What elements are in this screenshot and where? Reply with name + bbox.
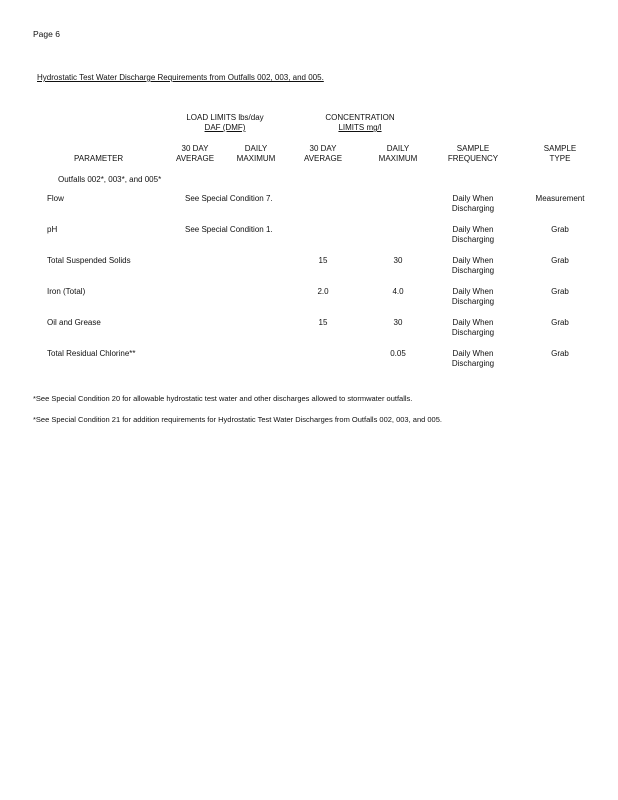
row-sample-type: Grab bbox=[551, 318, 569, 327]
column-header-conc-30day: 30 DAY AVERAGE bbox=[303, 144, 343, 163]
row-sample-type: Measurement bbox=[535, 194, 585, 203]
footnote-2: *See Special Condition 21 for addition requirements for Hydrostatic Test Water Discharges from Outfalls 002, 003, and 005. bbox=[33, 415, 442, 424]
page-title: Hydrostatic Test Water Discharge Requirements from Outfalls 002, 003, and 005. bbox=[37, 73, 324, 82]
row-frequency: Daily When Discharging bbox=[451, 194, 495, 213]
column-header-conc-daily: DAILY MAXIMUM bbox=[378, 144, 418, 163]
column-header-sample-type: SAMPLE TYPE bbox=[543, 144, 577, 163]
column-header-load-30day: 30 DAY AVERAGE bbox=[175, 144, 215, 163]
row-conc-30day: 15 bbox=[318, 256, 328, 265]
row-sample-type: Grab bbox=[551, 256, 569, 265]
row-conc-daily: 0.05 bbox=[390, 349, 406, 358]
row-parameter-iron: Iron (Total) bbox=[47, 287, 86, 296]
row-parameter-ph: pH bbox=[47, 225, 58, 234]
row-conc-30day: 2.0 bbox=[317, 287, 329, 296]
row-conc-daily: 30 bbox=[393, 256, 403, 265]
row-parameter-tss: Total Suspended Solids bbox=[47, 256, 131, 265]
row-sample-type: Grab bbox=[551, 225, 569, 234]
row-frequency: Daily When Discharging bbox=[451, 225, 495, 244]
row-frequency: Daily When Discharging bbox=[451, 256, 495, 275]
row-parameter-oil-grease: Oil and Grease bbox=[47, 318, 101, 327]
column-header-load-daily: DAILY MAXIMUM bbox=[236, 144, 276, 163]
row-load-note: See Special Condition 7. bbox=[185, 194, 273, 203]
row-conc-daily: 4.0 bbox=[392, 287, 404, 296]
column-header-sample-frequency: SAMPLE FREQUENCY bbox=[447, 144, 499, 163]
footnote-1: *See Special Condition 20 for allowable hydrostatic test water and other discharges allowed to stormwater outfalls. bbox=[33, 394, 413, 403]
row-frequency: Daily When Discharging bbox=[451, 287, 495, 306]
row-sample-type: Grab bbox=[551, 287, 569, 296]
concentration-header: CONCENTRATION LIMITS mg/l bbox=[325, 113, 395, 132]
row-parameter-flow: Flow bbox=[47, 194, 64, 203]
column-header-parameter: PARAMETER bbox=[74, 154, 124, 163]
load-limits-header: LOAD LIMITS lbs/day DAF (DMF) bbox=[186, 113, 264, 132]
row-frequency: Daily When Discharging bbox=[451, 318, 495, 337]
page-number: Page 6 bbox=[33, 29, 60, 39]
outfalls-label: Outfalls 002*, 003*, and 005* bbox=[58, 175, 162, 184]
row-load-note: See Special Condition 1. bbox=[185, 225, 273, 234]
row-sample-type: Grab bbox=[551, 349, 569, 358]
row-parameter-chlorine: Total Residual Chlorine** bbox=[47, 349, 136, 358]
row-conc-daily: 30 bbox=[393, 318, 403, 327]
row-frequency: Daily When Discharging bbox=[451, 349, 495, 368]
row-conc-30day: 15 bbox=[318, 318, 328, 327]
